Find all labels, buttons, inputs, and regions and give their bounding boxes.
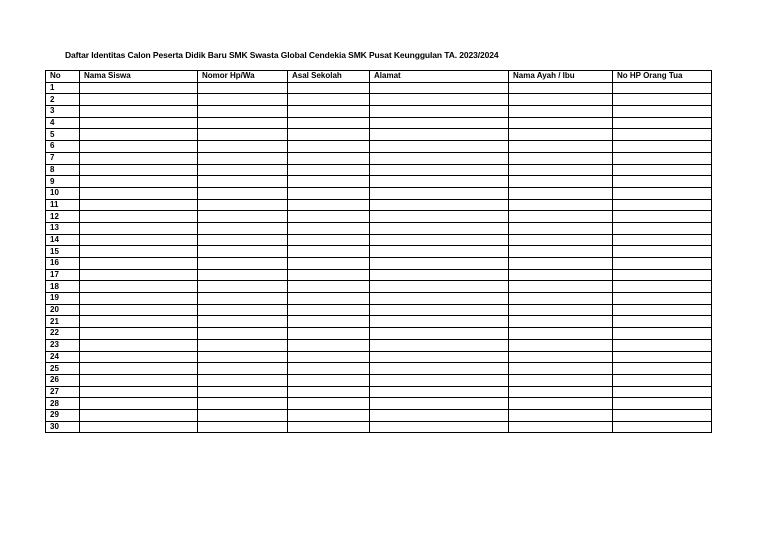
- table-row: [46, 386, 712, 398]
- row-number: 14: [46, 234, 80, 246]
- alamat-cell: [370, 363, 509, 375]
- table-row: [46, 316, 712, 328]
- no-hp-orang-tua-cell: [613, 374, 712, 386]
- alamat-cell: [370, 409, 509, 421]
- no-hp-orang-tua-cell: [613, 106, 712, 118]
- asal-sekolah-cell: [288, 269, 370, 281]
- nama-siswa-cell: [80, 386, 198, 398]
- nomor-hp-cell: [198, 141, 288, 153]
- nomor-hp-cell: [198, 351, 288, 363]
- no-hp-orang-tua-cell: [613, 363, 712, 375]
- table-row: [46, 351, 712, 363]
- table-row: [46, 409, 712, 421]
- alamat-cell: [370, 222, 509, 234]
- no-hp-orang-tua-cell: [613, 246, 712, 258]
- row-number: 10: [46, 187, 80, 199]
- asal-sekolah-cell: [288, 246, 370, 258]
- alamat-cell: [370, 141, 509, 153]
- nomor-hp-cell: [198, 281, 288, 293]
- nama-siswa-cell: [80, 363, 198, 375]
- table-row: [46, 304, 712, 316]
- table-row: [46, 269, 712, 281]
- row-number: 22: [46, 328, 80, 340]
- nama-ayah-ibu-cell: [509, 258, 613, 270]
- nama-siswa-cell: [80, 316, 198, 328]
- nama-siswa-cell: [80, 106, 198, 118]
- nama-ayah-ibu-cell: [509, 281, 613, 293]
- nomor-hp-cell: [198, 293, 288, 305]
- nomor-hp-cell: [198, 94, 288, 106]
- asal-sekolah-cell: [288, 328, 370, 340]
- nomor-hp-cell: [198, 176, 288, 188]
- nomor-hp-cell: [198, 386, 288, 398]
- asal-sekolah-cell: [288, 258, 370, 270]
- nomor-hp-cell: [198, 339, 288, 351]
- column-header-no-hp-orang-tua: No HP Orang Tua: [613, 71, 712, 83]
- row-number: 3: [46, 106, 80, 118]
- row-number: 25: [46, 363, 80, 375]
- no-hp-orang-tua-cell: [613, 293, 712, 305]
- no-hp-orang-tua-cell: [613, 339, 712, 351]
- table-row: [46, 234, 712, 246]
- nama-siswa-cell: [80, 164, 198, 176]
- table-row: [46, 129, 712, 141]
- column-header-nama-siswa: Nama Siswa: [80, 71, 198, 83]
- row-number: 11: [46, 199, 80, 211]
- asal-sekolah-cell: [288, 211, 370, 223]
- row-number: 9: [46, 176, 80, 188]
- asal-sekolah-cell: [288, 293, 370, 305]
- nama-ayah-ibu-cell: [509, 187, 613, 199]
- no-hp-orang-tua-cell: [613, 316, 712, 328]
- row-number: 19: [46, 293, 80, 305]
- no-hp-orang-tua-cell: [613, 258, 712, 270]
- row-number: 12: [46, 211, 80, 223]
- table-row: [46, 363, 712, 375]
- nama-ayah-ibu-cell: [509, 363, 613, 375]
- table-row: [46, 152, 712, 164]
- nomor-hp-cell: [198, 246, 288, 258]
- alamat-cell: [370, 351, 509, 363]
- nama-ayah-ibu-cell: [509, 339, 613, 351]
- nama-ayah-ibu-cell: [509, 234, 613, 246]
- table-row: [46, 339, 712, 351]
- no-hp-orang-tua-cell: [613, 421, 712, 433]
- nama-siswa-cell: [80, 339, 198, 351]
- alamat-cell: [370, 82, 509, 94]
- alamat-cell: [370, 398, 509, 410]
- nama-siswa-cell: [80, 304, 198, 316]
- alamat-cell: [370, 129, 509, 141]
- asal-sekolah-cell: [288, 281, 370, 293]
- no-hp-orang-tua-cell: [613, 152, 712, 164]
- no-hp-orang-tua-cell: [613, 304, 712, 316]
- nama-siswa-cell: [80, 234, 198, 246]
- table-row: [46, 199, 712, 211]
- asal-sekolah-cell: [288, 421, 370, 433]
- no-hp-orang-tua-cell: [613, 234, 712, 246]
- row-number: 20: [46, 304, 80, 316]
- nama-ayah-ibu-cell: [509, 152, 613, 164]
- nama-ayah-ibu-cell: [509, 421, 613, 433]
- nama-ayah-ibu-cell: [509, 328, 613, 340]
- no-hp-orang-tua-cell: [613, 281, 712, 293]
- table-row: [46, 164, 712, 176]
- asal-sekolah-cell: [288, 199, 370, 211]
- nama-siswa-cell: [80, 187, 198, 199]
- nama-siswa-cell: [80, 141, 198, 153]
- row-number: 27: [46, 386, 80, 398]
- nomor-hp-cell: [198, 211, 288, 223]
- table-row: [46, 82, 712, 94]
- nomor-hp-cell: [198, 328, 288, 340]
- nama-siswa-cell: [80, 117, 198, 129]
- alamat-cell: [370, 293, 509, 305]
- table-row: [46, 281, 712, 293]
- no-hp-orang-tua-cell: [613, 211, 712, 223]
- row-number: 28: [46, 398, 80, 410]
- table-row: [46, 176, 712, 188]
- table-header-row: [46, 71, 712, 83]
- asal-sekolah-cell: [288, 363, 370, 375]
- alamat-cell: [370, 199, 509, 211]
- alamat-cell: [370, 176, 509, 188]
- row-number: 17: [46, 269, 80, 281]
- nomor-hp-cell: [198, 409, 288, 421]
- table-row: [46, 187, 712, 199]
- nama-ayah-ibu-cell: [509, 316, 613, 328]
- nama-ayah-ibu-cell: [509, 351, 613, 363]
- no-hp-orang-tua-cell: [613, 117, 712, 129]
- nama-ayah-ibu-cell: [509, 211, 613, 223]
- asal-sekolah-cell: [288, 374, 370, 386]
- no-hp-orang-tua-cell: [613, 176, 712, 188]
- table-row: [46, 246, 712, 258]
- alamat-cell: [370, 164, 509, 176]
- no-hp-orang-tua-cell: [613, 187, 712, 199]
- row-number: 26: [46, 374, 80, 386]
- row-number: 23: [46, 339, 80, 351]
- alamat-cell: [370, 258, 509, 270]
- asal-sekolah-cell: [288, 316, 370, 328]
- nama-siswa-cell: [80, 409, 198, 421]
- alamat-cell: [370, 94, 509, 106]
- nama-ayah-ibu-cell: [509, 398, 613, 410]
- table-row: [46, 374, 712, 386]
- alamat-cell: [370, 316, 509, 328]
- no-hp-orang-tua-cell: [613, 199, 712, 211]
- nama-siswa-cell: [80, 293, 198, 305]
- nama-ayah-ibu-cell: [509, 176, 613, 188]
- nama-ayah-ibu-cell: [509, 304, 613, 316]
- asal-sekolah-cell: [288, 386, 370, 398]
- row-number: 24: [46, 351, 80, 363]
- asal-sekolah-cell: [288, 82, 370, 94]
- column-header-alamat: Alamat: [370, 71, 509, 83]
- table-row: [46, 293, 712, 305]
- no-hp-orang-tua-cell: [613, 409, 712, 421]
- nama-ayah-ibu-cell: [509, 117, 613, 129]
- nama-siswa-cell: [80, 351, 198, 363]
- document-title: Daftar Identitas Calon Peserta Didik Baru SMK Swasta Global Cendekia SMK Pusat Keunggulan TA. 2023/2024: [65, 50, 499, 60]
- nama-ayah-ibu-cell: [509, 374, 613, 386]
- no-hp-orang-tua-cell: [613, 269, 712, 281]
- asal-sekolah-cell: [288, 141, 370, 153]
- nomor-hp-cell: [198, 117, 288, 129]
- nomor-hp-cell: [198, 199, 288, 211]
- asal-sekolah-cell: [288, 222, 370, 234]
- alamat-cell: [370, 421, 509, 433]
- asal-sekolah-cell: [288, 304, 370, 316]
- row-number: 5: [46, 129, 80, 141]
- nama-siswa-cell: [80, 152, 198, 164]
- nama-ayah-ibu-cell: [509, 129, 613, 141]
- row-number: 6: [46, 141, 80, 153]
- asal-sekolah-cell: [288, 164, 370, 176]
- column-header-no: No: [46, 71, 80, 83]
- no-hp-orang-tua-cell: [613, 351, 712, 363]
- nama-siswa-cell: [80, 94, 198, 106]
- asal-sekolah-cell: [288, 117, 370, 129]
- table-row: [46, 106, 712, 118]
- nama-ayah-ibu-cell: [509, 94, 613, 106]
- table-row: [46, 211, 712, 223]
- table-row: [46, 94, 712, 106]
- nomor-hp-cell: [198, 82, 288, 94]
- row-number: 1: [46, 82, 80, 94]
- nama-siswa-cell: [80, 269, 198, 281]
- alamat-cell: [370, 106, 509, 118]
- column-header-asal-sekolah: Asal Sekolah: [288, 71, 370, 83]
- nama-ayah-ibu-cell: [509, 82, 613, 94]
- nama-ayah-ibu-cell: [509, 164, 613, 176]
- nomor-hp-cell: [198, 316, 288, 328]
- table-row: [46, 141, 712, 153]
- alamat-cell: [370, 281, 509, 293]
- alamat-cell: [370, 339, 509, 351]
- no-hp-orang-tua-cell: [613, 82, 712, 94]
- alamat-cell: [370, 211, 509, 223]
- nomor-hp-cell: [198, 421, 288, 433]
- nomor-hp-cell: [198, 187, 288, 199]
- alamat-cell: [370, 304, 509, 316]
- nomor-hp-cell: [198, 164, 288, 176]
- nama-siswa-cell: [80, 222, 198, 234]
- nomor-hp-cell: [198, 222, 288, 234]
- alamat-cell: [370, 187, 509, 199]
- nomor-hp-cell: [198, 269, 288, 281]
- asal-sekolah-cell: [288, 234, 370, 246]
- asal-sekolah-cell: [288, 339, 370, 351]
- no-hp-orang-tua-cell: [613, 386, 712, 398]
- nama-siswa-cell: [80, 258, 198, 270]
- nama-ayah-ibu-cell: [509, 199, 613, 211]
- asal-sekolah-cell: [288, 152, 370, 164]
- table-row: [46, 117, 712, 129]
- alamat-cell: [370, 152, 509, 164]
- asal-sekolah-cell: [288, 176, 370, 188]
- row-number: 13: [46, 222, 80, 234]
- table-row: [46, 328, 712, 340]
- alamat-cell: [370, 269, 509, 281]
- nomor-hp-cell: [198, 129, 288, 141]
- row-number: 16: [46, 258, 80, 270]
- table-row: [46, 398, 712, 410]
- nama-siswa-cell: [80, 246, 198, 258]
- alamat-cell: [370, 246, 509, 258]
- asal-sekolah-cell: [288, 94, 370, 106]
- asal-sekolah-cell: [288, 129, 370, 141]
- nama-ayah-ibu-cell: [509, 246, 613, 258]
- nomor-hp-cell: [198, 258, 288, 270]
- alamat-cell: [370, 234, 509, 246]
- row-number: 21: [46, 316, 80, 328]
- alamat-cell: [370, 386, 509, 398]
- student-identity-table: [45, 70, 712, 433]
- nomor-hp-cell: [198, 106, 288, 118]
- no-hp-orang-tua-cell: [613, 141, 712, 153]
- row-number: 7: [46, 152, 80, 164]
- nomor-hp-cell: [198, 363, 288, 375]
- nomor-hp-cell: [198, 304, 288, 316]
- nama-ayah-ibu-cell: [509, 269, 613, 281]
- asal-sekolah-cell: [288, 351, 370, 363]
- row-number: 15: [46, 246, 80, 258]
- nama-siswa-cell: [80, 82, 198, 94]
- nama-siswa-cell: [80, 176, 198, 188]
- nama-ayah-ibu-cell: [509, 409, 613, 421]
- nama-ayah-ibu-cell: [509, 141, 613, 153]
- no-hp-orang-tua-cell: [613, 222, 712, 234]
- nama-siswa-cell: [80, 328, 198, 340]
- nama-ayah-ibu-cell: [509, 386, 613, 398]
- alamat-cell: [370, 374, 509, 386]
- column-header-nama-ayah-ibu: Nama Ayah / Ibu: [509, 71, 613, 83]
- nama-siswa-cell: [80, 199, 198, 211]
- alamat-cell: [370, 328, 509, 340]
- table-row: [46, 421, 712, 433]
- asal-sekolah-cell: [288, 187, 370, 199]
- no-hp-orang-tua-cell: [613, 94, 712, 106]
- nomor-hp-cell: [198, 234, 288, 246]
- alamat-cell: [370, 117, 509, 129]
- table-body: [46, 82, 712, 433]
- nomor-hp-cell: [198, 152, 288, 164]
- nama-siswa-cell: [80, 374, 198, 386]
- nomor-hp-cell: [198, 374, 288, 386]
- row-number: 4: [46, 117, 80, 129]
- nama-siswa-cell: [80, 211, 198, 223]
- nama-ayah-ibu-cell: [509, 106, 613, 118]
- row-number: 18: [46, 281, 80, 293]
- nama-ayah-ibu-cell: [509, 293, 613, 305]
- no-hp-orang-tua-cell: [613, 398, 712, 410]
- nama-siswa-cell: [80, 421, 198, 433]
- column-header-nomor-hp: Nomor Hp/Wa: [198, 71, 288, 83]
- nomor-hp-cell: [198, 398, 288, 410]
- no-hp-orang-tua-cell: [613, 328, 712, 340]
- table-row: [46, 258, 712, 270]
- nama-siswa-cell: [80, 398, 198, 410]
- no-hp-orang-tua-cell: [613, 164, 712, 176]
- nama-siswa-cell: [80, 281, 198, 293]
- row-number: 8: [46, 164, 80, 176]
- row-number: 29: [46, 409, 80, 421]
- nama-siswa-cell: [80, 129, 198, 141]
- row-number: 2: [46, 94, 80, 106]
- nama-ayah-ibu-cell: [509, 222, 613, 234]
- asal-sekolah-cell: [288, 106, 370, 118]
- asal-sekolah-cell: [288, 398, 370, 410]
- no-hp-orang-tua-cell: [613, 129, 712, 141]
- row-number: 30: [46, 421, 80, 433]
- table-row: [46, 222, 712, 234]
- asal-sekolah-cell: [288, 409, 370, 421]
